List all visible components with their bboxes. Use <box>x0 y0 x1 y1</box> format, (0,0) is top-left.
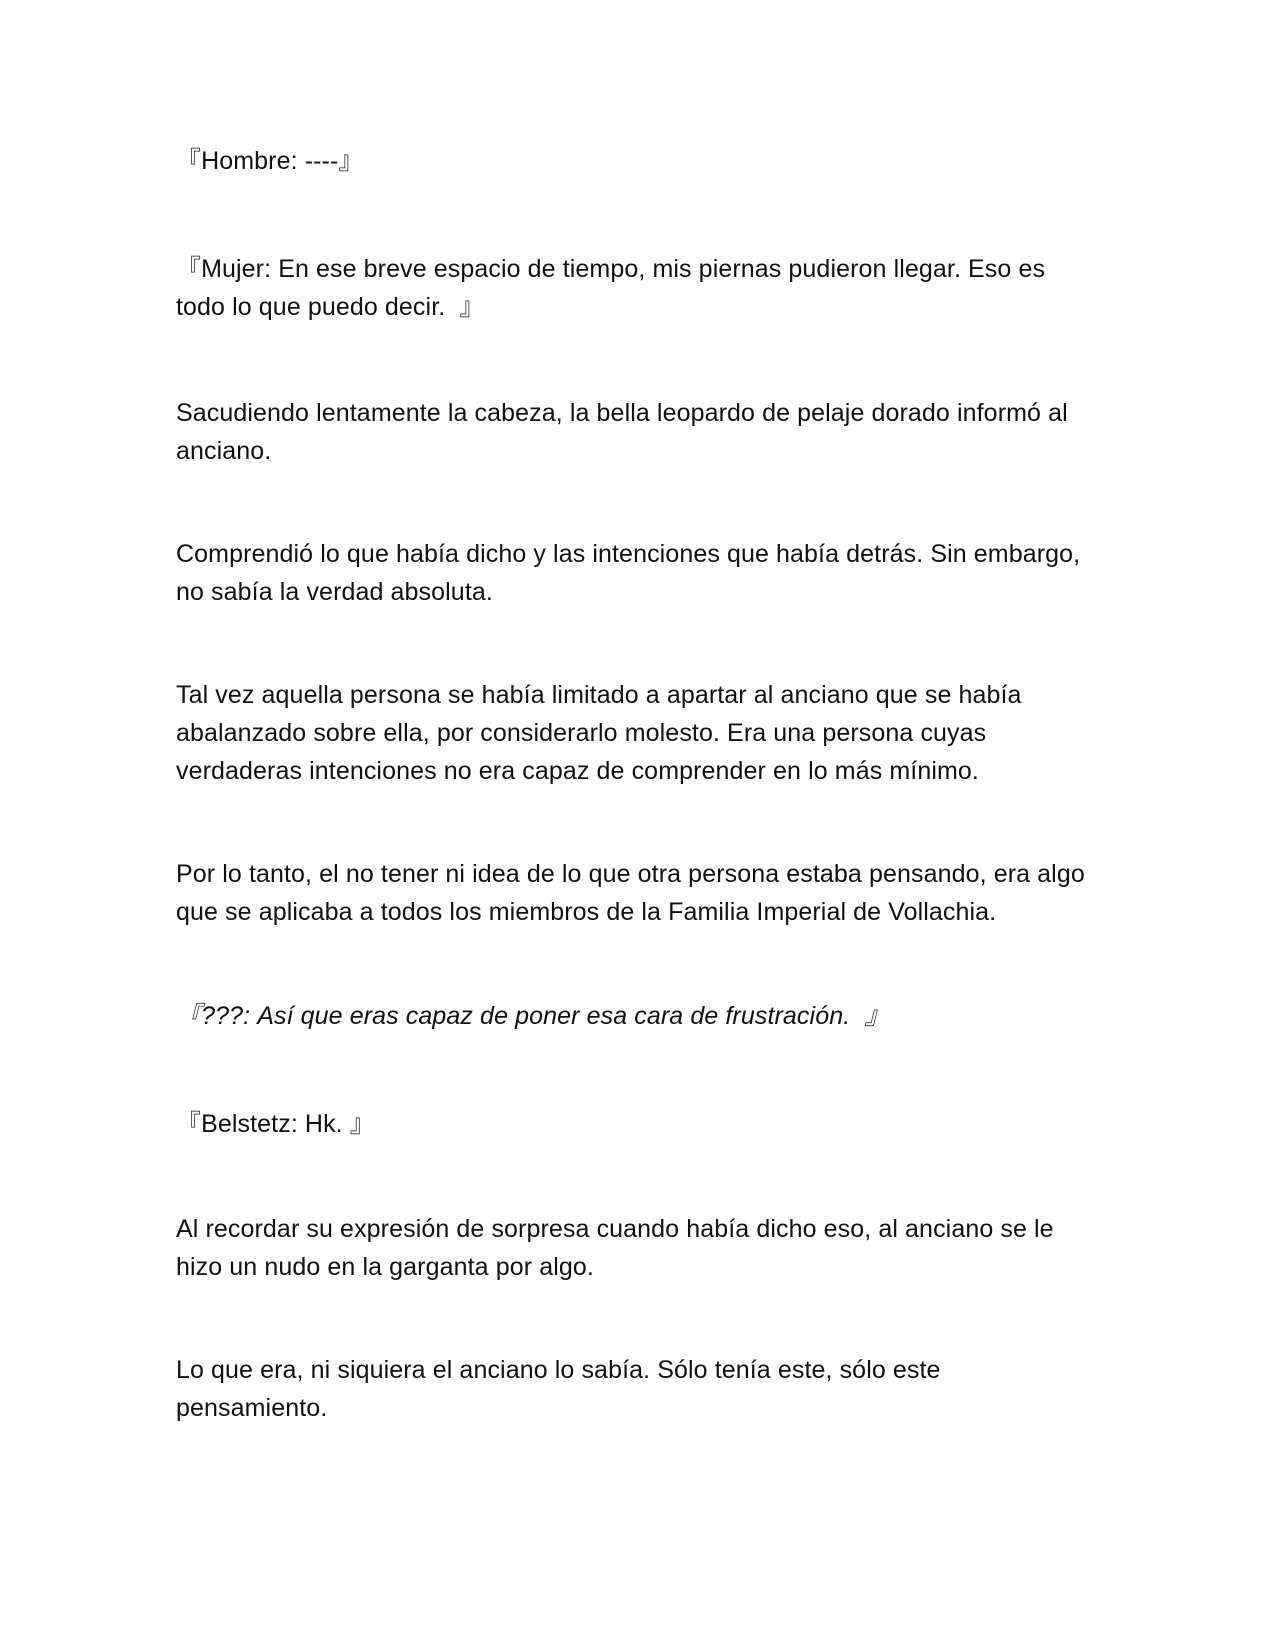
dialogue-belstetz: 『Belstetz: Hk. 』 <box>176 1110 375 1138</box>
dialogue-unknown: 『???: Así que eras capaz de poner esa cara de frustración. 』 <box>176 1002 890 1030</box>
narration-paragraph-6: Lo que era, ni siquiera el anciano lo sabía. Sólo tenía este, sólo este pensamiento. <box>176 1356 948 1422</box>
narration-paragraph-3: Tal vez aquella persona se había limitado a apartar al anciano que se había abalanzado sobre ella, por considerarlo molesto. Era una persona cuyas verdaderas intenciones no era capaz de comprender en lo más mínimo. <box>176 681 1029 785</box>
dialogue-hombre: 『Hombre: ----』 <box>176 147 364 175</box>
narration-paragraph-1: Sacudiendo lentamente la cabeza, la bella leopardo de pelaje dorado informó al anciano. <box>176 399 1075 465</box>
dialogue-mujer: 『Mujer: En ese breve espacio de tiempo, mis piernas pudieron llegar. Eso es todo lo que puedo decir. 』 <box>176 255 1053 321</box>
narration-paragraph-2: Comprendió lo que había dicho y las intenciones que había detrás. Sin embargo, no sabía la verdad absoluta. <box>176 540 1088 606</box>
narration-paragraph-5: Al recordar su expresión de sorpresa cuando había dicho eso, al anciano se le hizo un nudo en la garganta por algo. <box>176 1215 1061 1281</box>
narration-paragraph-4: Por lo tanto, el no tener ni idea de lo que otra persona estaba pensando, era algo que se aplicaba a todos los miembros de la Familia Imperial de Vollachia. <box>176 860 1092 926</box>
